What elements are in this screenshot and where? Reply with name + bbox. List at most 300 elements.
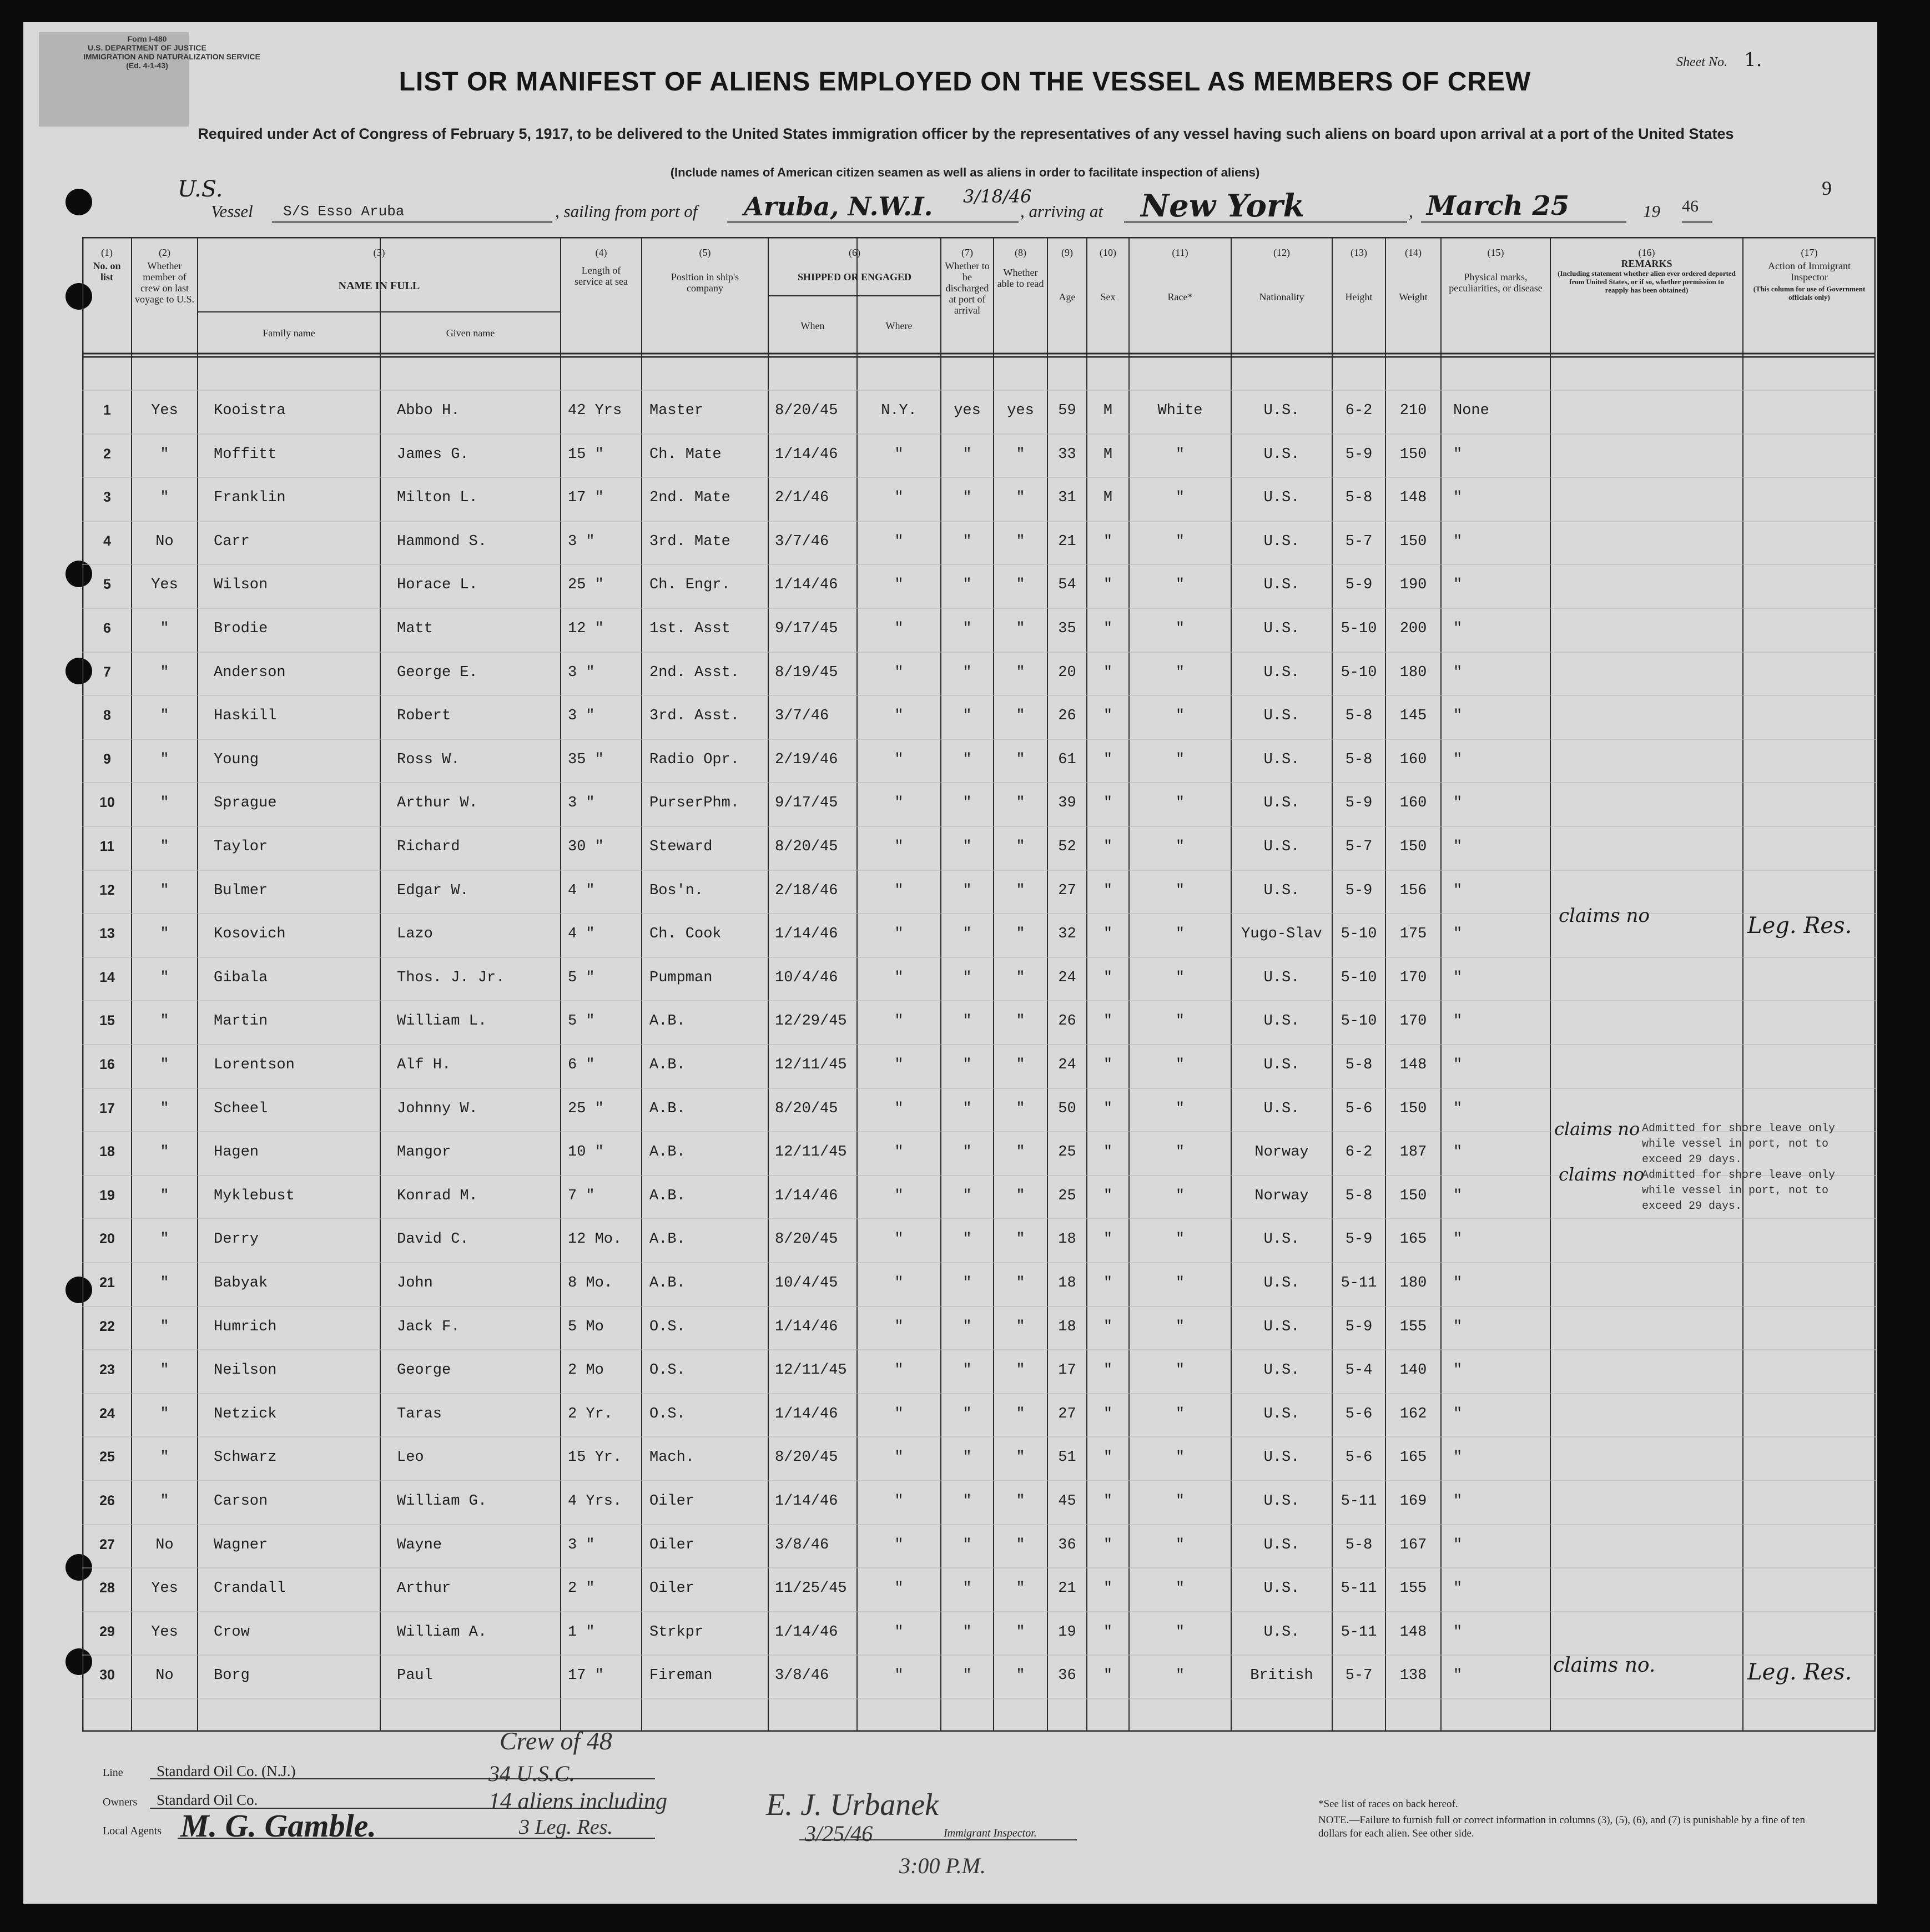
cell-marks: " bbox=[1453, 1449, 1463, 1466]
col-label: Age bbox=[1059, 291, 1076, 302]
cell-service: 10 " bbox=[568, 1144, 604, 1161]
cell-when: 9/17/45 bbox=[775, 621, 838, 637]
cell-marks: " bbox=[1453, 795, 1463, 811]
row-number: 21 bbox=[99, 1275, 115, 1290]
row-number: 9 bbox=[103, 751, 111, 767]
cell-service: 2 " bbox=[568, 1580, 595, 1597]
col-num: (16) bbox=[1638, 247, 1655, 258]
cell-discharged: " bbox=[963, 1188, 972, 1204]
cell-where: " bbox=[894, 751, 904, 768]
cell-service: 30 " bbox=[568, 839, 604, 855]
cell-last: " bbox=[160, 926, 169, 942]
cell-last: " bbox=[160, 1319, 169, 1335]
cell-family: Wilson bbox=[214, 577, 268, 593]
cell-nat: U.S. bbox=[1263, 1057, 1300, 1073]
row-number: 3 bbox=[103, 490, 111, 505]
cell-height: 5-7 bbox=[1345, 533, 1373, 550]
cell-family: Crow bbox=[214, 1624, 250, 1641]
footer-line-label: Line bbox=[103, 1767, 123, 1779]
row13-remark: claims no bbox=[1559, 905, 1650, 927]
cell-height: 5-11 bbox=[1341, 1624, 1377, 1641]
cell-race: " bbox=[1175, 1013, 1185, 1030]
cell-race: " bbox=[1175, 882, 1185, 899]
cell-position: A.B. bbox=[649, 1231, 686, 1248]
cell-family: Carson bbox=[214, 1493, 268, 1510]
cell-position: Strkpr bbox=[649, 1624, 704, 1641]
cell-given: David C. bbox=[397, 1231, 469, 1248]
cell-nat: U.S. bbox=[1263, 664, 1300, 681]
cell-given: Abbo H. bbox=[397, 402, 460, 419]
cell-height: 5-9 bbox=[1345, 577, 1373, 593]
row-number: 27 bbox=[99, 1537, 115, 1552]
cell-race: " bbox=[1175, 708, 1185, 724]
cell-last: " bbox=[160, 490, 169, 506]
cell-marks: " bbox=[1453, 1493, 1463, 1510]
arrival-port: New York bbox=[1141, 188, 1305, 224]
row-number: 2 bbox=[103, 446, 111, 462]
cell-given: Ross W. bbox=[397, 751, 460, 768]
cell-when: 9/17/45 bbox=[775, 795, 838, 811]
cell-race: " bbox=[1175, 490, 1185, 506]
cell-when: 11/25/45 bbox=[775, 1580, 847, 1597]
cell-race: White bbox=[1157, 402, 1203, 419]
crew-note-2: 34 U.S.C. bbox=[488, 1761, 575, 1786]
col-num: (13) bbox=[1351, 247, 1367, 258]
cell-family: Carr bbox=[214, 533, 250, 550]
cell-sex: " bbox=[1103, 577, 1113, 593]
cell-weight: 138 bbox=[1399, 1667, 1427, 1684]
cell-race: " bbox=[1175, 577, 1185, 593]
cell-sex: " bbox=[1103, 1667, 1113, 1684]
cell-last: " bbox=[160, 839, 169, 855]
cell-family: Neilson bbox=[214, 1362, 277, 1379]
cell-sex: " bbox=[1103, 664, 1113, 681]
row-number: 16 bbox=[99, 1057, 115, 1072]
cell-last: " bbox=[160, 1362, 169, 1379]
cell-service: 17 " bbox=[568, 490, 604, 506]
col-num: (12) bbox=[1273, 247, 1290, 258]
cell-height: 5-7 bbox=[1345, 1667, 1373, 1684]
cell-age: 54 bbox=[1058, 577, 1076, 593]
cell-race: " bbox=[1175, 533, 1185, 550]
cell-weight: 150 bbox=[1399, 533, 1427, 550]
cell-given: Milton L. bbox=[397, 490, 478, 506]
cell-age: 18 bbox=[1058, 1275, 1076, 1292]
cell-given: Richard bbox=[397, 839, 460, 855]
cell-age: 50 bbox=[1058, 1101, 1076, 1117]
cell-last: " bbox=[160, 1406, 169, 1422]
row-number: 13 bbox=[99, 926, 115, 941]
cell-marks: " bbox=[1453, 1057, 1463, 1073]
cell-where: " bbox=[894, 882, 904, 899]
cell-age: 31 bbox=[1058, 490, 1076, 506]
cell-marks: " bbox=[1453, 1275, 1463, 1292]
cell-read: " bbox=[1016, 446, 1025, 463]
cell-weight: 156 bbox=[1399, 882, 1427, 899]
cell-given: Alf H. bbox=[397, 1057, 451, 1073]
cell-nat: U.S. bbox=[1263, 577, 1300, 593]
cell-sex: " bbox=[1103, 1144, 1113, 1161]
col-header-given: Given name bbox=[446, 327, 495, 339]
cell-race: " bbox=[1175, 1667, 1185, 1684]
cell-read: " bbox=[1016, 1144, 1025, 1161]
cell-last: " bbox=[160, 1013, 169, 1030]
cell-weight: 169 bbox=[1399, 1493, 1427, 1510]
col-num: (14) bbox=[1405, 247, 1422, 258]
cell-read: " bbox=[1016, 1101, 1025, 1117]
cell-height: 5-9 bbox=[1345, 1319, 1373, 1335]
cell-read: " bbox=[1016, 1667, 1025, 1684]
col-num: (8) bbox=[1015, 247, 1026, 258]
cell-given: Konrad M. bbox=[397, 1188, 478, 1204]
cell-marks: " bbox=[1453, 1319, 1463, 1335]
cell-service: 5 " bbox=[568, 1013, 595, 1030]
cell-weight: 165 bbox=[1399, 1231, 1427, 1248]
col-header-when: When bbox=[800, 320, 825, 331]
cell-when: 1/14/46 bbox=[775, 1319, 838, 1335]
col-label: Whether to be discharged at port of arrival bbox=[945, 260, 990, 316]
cell-last: " bbox=[160, 708, 169, 724]
cell-given: Jack F. bbox=[397, 1319, 460, 1335]
cell-service: 7 " bbox=[568, 1188, 595, 1204]
cell-position: Oiler bbox=[649, 1580, 695, 1597]
cell-nat: U.S. bbox=[1263, 1537, 1300, 1553]
cell-read: " bbox=[1016, 708, 1025, 724]
row-number: 22 bbox=[99, 1319, 115, 1334]
cell-last: Yes bbox=[151, 1624, 178, 1641]
cell-height: 5-8 bbox=[1345, 708, 1373, 724]
cell-weight: 155 bbox=[1399, 1319, 1427, 1335]
cell-age: 21 bbox=[1058, 1580, 1076, 1597]
cell-marks: " bbox=[1453, 1537, 1463, 1553]
crew-note-4: 3 Leg. Res. bbox=[519, 1815, 613, 1839]
cell-height: 5-9 bbox=[1345, 882, 1373, 899]
cell-family: Hagen bbox=[214, 1144, 259, 1161]
cell-given: Taras bbox=[397, 1406, 442, 1422]
cell-discharged: " bbox=[963, 1624, 972, 1641]
cell-weight: 187 bbox=[1399, 1144, 1427, 1161]
cell-where: " bbox=[894, 1537, 904, 1553]
cell-age: 39 bbox=[1058, 795, 1076, 811]
cell-service: 5 Mo bbox=[568, 1319, 604, 1335]
stamp-line: IMMIGRATION AND NATURALIZATION SERVICE bbox=[83, 52, 260, 61]
cell-read: " bbox=[1016, 1493, 1025, 1510]
row-number: 30 bbox=[99, 1667, 115, 1683]
cell-family: Anderson bbox=[214, 664, 286, 681]
cell-position: A.B. bbox=[649, 1057, 686, 1073]
cell-service: 12 Mo. bbox=[568, 1231, 622, 1248]
cell-position: Ch. Mate bbox=[649, 446, 722, 463]
crew-note-1: Crew of 48 bbox=[500, 1727, 612, 1755]
row-number: 1 bbox=[103, 402, 111, 418]
cell-marks: " bbox=[1453, 1624, 1463, 1641]
cell-where: " bbox=[894, 1319, 904, 1335]
col-num: (17) bbox=[1801, 247, 1818, 258]
cell-position: Oiler bbox=[649, 1537, 695, 1553]
cell-nat: U.S. bbox=[1263, 1580, 1300, 1597]
row-number: 25 bbox=[99, 1449, 115, 1465]
cell-read: " bbox=[1016, 490, 1025, 506]
cell-position: 2nd. Mate bbox=[649, 490, 730, 506]
cell-when: 1/14/46 bbox=[775, 1624, 838, 1641]
cell-marks: " bbox=[1453, 1231, 1463, 1248]
page-number: 9 bbox=[1822, 177, 1832, 199]
row-number: 24 bbox=[99, 1406, 115, 1421]
cell-when: 1/14/46 bbox=[775, 1188, 838, 1204]
cell-race: " bbox=[1175, 1406, 1185, 1422]
cell-nat: U.S. bbox=[1263, 1449, 1300, 1466]
cell-where: " bbox=[894, 446, 904, 463]
cell-read: " bbox=[1016, 1362, 1025, 1379]
cell-read: " bbox=[1016, 533, 1025, 550]
col-num: (9) bbox=[1061, 247, 1073, 258]
cell-family: Gibala bbox=[214, 970, 268, 986]
cell-service: 4 Yrs. bbox=[568, 1493, 622, 1510]
cell-service: 3 " bbox=[568, 795, 595, 811]
cell-discharged: " bbox=[963, 1013, 972, 1030]
cell-service: 25 " bbox=[568, 577, 604, 593]
cell-service: 2 Mo bbox=[568, 1362, 604, 1379]
cell-height: 5-7 bbox=[1345, 839, 1373, 855]
row-number: 23 bbox=[99, 1362, 115, 1378]
cell-read: " bbox=[1016, 751, 1025, 768]
row18-remark-typed: Admitted for shore leave only while vessel in port, not to exceed 29 days. bbox=[1642, 1122, 1836, 1166]
cell-where: " bbox=[894, 621, 904, 637]
cell-where: " bbox=[894, 664, 904, 681]
cell-weight: 150 bbox=[1399, 446, 1427, 463]
cell-where: " bbox=[894, 1101, 904, 1117]
cell-marks: " bbox=[1453, 1362, 1463, 1379]
footer-agents-signature: M. G. Gamble. bbox=[180, 1808, 376, 1844]
row-number: 19 bbox=[99, 1188, 115, 1203]
cell-position: Ch. Cook bbox=[649, 926, 722, 942]
cell-marks: " bbox=[1453, 970, 1463, 986]
cell-where: " bbox=[894, 1449, 904, 1466]
cell-service: 42 Yrs bbox=[568, 402, 622, 419]
footer-owners-label: Owners bbox=[103, 1796, 138, 1808]
inspector-label: Immigrant Inspector. bbox=[944, 1827, 1037, 1839]
cell-race: " bbox=[1175, 970, 1185, 986]
cell-race: " bbox=[1175, 621, 1185, 637]
cell-last: " bbox=[160, 1144, 169, 1161]
cell-where: " bbox=[894, 1144, 904, 1161]
cell-discharged: " bbox=[963, 1319, 972, 1335]
cell-last: Yes bbox=[151, 402, 178, 419]
cell-age: 24 bbox=[1058, 1057, 1076, 1073]
col-label: Height bbox=[1345, 291, 1373, 302]
cell-service: 25 " bbox=[568, 1101, 604, 1117]
cell-age: 51 bbox=[1058, 1449, 1076, 1466]
cell-sex: " bbox=[1103, 533, 1113, 550]
cell-when: 8/20/45 bbox=[775, 1101, 838, 1117]
cell-sex: M bbox=[1103, 402, 1113, 419]
cell-discharged: " bbox=[963, 1362, 972, 1379]
cell-when: 1/14/46 bbox=[775, 1406, 838, 1422]
cell-sex: " bbox=[1103, 1449, 1113, 1466]
cell-position: 3rd. Asst. bbox=[649, 708, 740, 724]
cell-where: " bbox=[894, 1624, 904, 1641]
year-value: 46 bbox=[1682, 197, 1699, 215]
cell-given: Paul bbox=[397, 1667, 433, 1684]
cell-position: Mach. bbox=[649, 1449, 695, 1466]
cell-service: 6 " bbox=[568, 1057, 595, 1073]
cell-given: James G. bbox=[397, 446, 469, 463]
cell-height: 5-9 bbox=[1345, 446, 1373, 463]
row-number: 10 bbox=[99, 795, 115, 810]
row-number: 18 bbox=[99, 1144, 115, 1159]
cell-given: Wayne bbox=[397, 1537, 442, 1553]
cell-when: 2/1/46 bbox=[775, 490, 829, 506]
cell-weight: 175 bbox=[1399, 926, 1427, 942]
cell-read: " bbox=[1016, 1537, 1025, 1553]
see-list-note: *See list of races on back hereof. bbox=[1318, 1798, 1458, 1810]
cell-read: " bbox=[1016, 621, 1025, 637]
cell-race: " bbox=[1175, 795, 1185, 811]
vessel-name: S/S Esso Aruba bbox=[283, 203, 405, 220]
col-num: (3) bbox=[373, 247, 385, 258]
cell-sex: M bbox=[1103, 446, 1113, 463]
inspector-signature: E. J. Urbanek bbox=[766, 1788, 939, 1822]
cell-service: 3 " bbox=[568, 664, 595, 681]
cell-position: O.S. bbox=[649, 1319, 686, 1335]
cell-family: Borg bbox=[214, 1667, 250, 1684]
cell-nat: British bbox=[1250, 1667, 1313, 1684]
cell-where: " bbox=[894, 533, 904, 550]
cell-given: George E. bbox=[397, 664, 478, 681]
cell-read: " bbox=[1016, 1231, 1025, 1248]
cell-sex: " bbox=[1103, 1057, 1113, 1073]
cell-race: " bbox=[1175, 1580, 1185, 1597]
cell-sex: " bbox=[1103, 1275, 1113, 1292]
col-label: Whether member of crew on last voyage to U.S. bbox=[135, 260, 194, 305]
cell-race: " bbox=[1175, 1057, 1185, 1073]
cell-weight: 148 bbox=[1399, 490, 1427, 506]
cell-given: Thos. J. Jr. bbox=[397, 970, 505, 986]
cell-last: " bbox=[160, 1101, 169, 1117]
cell-given: Horace L. bbox=[397, 577, 478, 593]
sheet-number-value: 1. bbox=[1743, 49, 1762, 71]
cell-family: Wagner bbox=[214, 1537, 268, 1553]
cell-weight: 165 bbox=[1399, 1449, 1427, 1466]
cell-position: Radio Opr. bbox=[649, 751, 740, 768]
row-number: 17 bbox=[99, 1101, 115, 1116]
cell-sex: " bbox=[1103, 1319, 1113, 1335]
cell-height: 5-9 bbox=[1345, 795, 1373, 811]
cell-nat: U.S. bbox=[1263, 882, 1300, 899]
cell-race: " bbox=[1175, 1144, 1185, 1161]
col-num: (2) bbox=[159, 247, 170, 258]
cell-sex: " bbox=[1103, 1406, 1113, 1422]
cell-given: William L. bbox=[397, 1013, 487, 1030]
cell-age: 21 bbox=[1058, 533, 1076, 550]
cell-discharged: " bbox=[963, 882, 972, 899]
cell-nat: U.S. bbox=[1263, 751, 1300, 768]
cell-race: " bbox=[1175, 1493, 1185, 1510]
cell-weight: 140 bbox=[1399, 1362, 1427, 1379]
cell-family: Franklin bbox=[214, 490, 286, 506]
col-label: No. on list bbox=[93, 260, 121, 283]
cell-race: " bbox=[1175, 1275, 1185, 1292]
cell-weight: 180 bbox=[1399, 1275, 1427, 1292]
cell-discharged: " bbox=[963, 1057, 972, 1073]
cell-age: 45 bbox=[1058, 1493, 1076, 1510]
cell-family: Schwarz bbox=[214, 1449, 277, 1466]
cell-service: 3 " bbox=[568, 533, 595, 550]
cell-age: 18 bbox=[1058, 1231, 1076, 1248]
cell-weight: 170 bbox=[1399, 1013, 1427, 1030]
cell-read: " bbox=[1016, 1013, 1025, 1030]
row-number: 5 bbox=[103, 577, 111, 592]
cell-marks: " bbox=[1453, 1406, 1463, 1422]
cell-position: A.B. bbox=[649, 1013, 686, 1030]
cell-service: 12 " bbox=[568, 621, 604, 637]
cell-service: 4 " bbox=[568, 926, 595, 942]
cell-service: 8 Mo. bbox=[568, 1275, 613, 1292]
cell-discharged: " bbox=[963, 970, 972, 986]
cell-family: Myklebust bbox=[214, 1188, 295, 1204]
cell-nat: Norway bbox=[1254, 1144, 1309, 1161]
cell-last: " bbox=[160, 751, 169, 768]
cell-sex: " bbox=[1103, 795, 1113, 811]
row-number: 28 bbox=[99, 1580, 115, 1596]
cell-marks: " bbox=[1453, 446, 1463, 463]
page-subnote: (Include names of American citizen seamen as well as aliens in order to facilitate inspection of aliens) bbox=[670, 165, 1260, 179]
page-subtitle: Required under Act of Congress of February 5, 1917, to be delivered to the United States immigration officer by the representatives of any vessel having such aliens on board upon arrival at a port of the United States bbox=[198, 125, 1734, 142]
cell-given: Leo bbox=[397, 1449, 424, 1466]
cell-marks: " bbox=[1453, 839, 1463, 855]
cell-when: 1/14/46 bbox=[775, 577, 838, 593]
cell-service: 15 " bbox=[568, 446, 604, 463]
cell-height: 5-10 bbox=[1341, 1013, 1377, 1030]
cell-read: " bbox=[1016, 1057, 1025, 1073]
cell-nat: U.S. bbox=[1263, 1101, 1300, 1117]
cell-last: Yes bbox=[151, 577, 178, 593]
cell-nat: U.S. bbox=[1263, 402, 1300, 419]
cell-marks: " bbox=[1453, 1144, 1463, 1161]
cell-nat: U.S. bbox=[1263, 490, 1300, 506]
cell-last: " bbox=[160, 1275, 169, 1292]
cell-age: 33 bbox=[1058, 446, 1076, 463]
vessel-label: Vessel bbox=[211, 201, 253, 221]
cell-when: 3/8/46 bbox=[775, 1667, 829, 1684]
cell-last: " bbox=[160, 1188, 169, 1204]
cell-where: " bbox=[894, 577, 904, 593]
cell-discharged: " bbox=[963, 533, 972, 550]
cell-weight: 148 bbox=[1399, 1624, 1427, 1641]
cell-marks: " bbox=[1453, 577, 1463, 593]
col-label: Whether able to read bbox=[997, 267, 1044, 289]
cell-age: 36 bbox=[1058, 1667, 1076, 1684]
footer-owners-value: Standard Oil Co. bbox=[157, 1792, 258, 1808]
col-num: (15) bbox=[1487, 247, 1504, 258]
cell-nat: Norway bbox=[1254, 1188, 1309, 1204]
cell-when: 3/8/46 bbox=[775, 1537, 829, 1553]
cell-family: Crandall bbox=[214, 1580, 286, 1597]
cell-weight: 148 bbox=[1399, 1057, 1427, 1073]
cell-service: 3 " bbox=[568, 708, 595, 724]
cell-race: " bbox=[1175, 751, 1185, 768]
cell-sex: " bbox=[1103, 839, 1113, 855]
cell-position: 2nd. Asst. bbox=[649, 664, 740, 681]
cell-given: George bbox=[397, 1362, 451, 1379]
row-number: 6 bbox=[103, 621, 111, 636]
row-number: 20 bbox=[99, 1231, 115, 1247]
cell-last: No bbox=[155, 1667, 174, 1684]
sailing-port: Aruba, N.W.I. bbox=[744, 191, 933, 221]
cell-marks: " bbox=[1453, 621, 1463, 637]
cell-when: 10/4/45 bbox=[775, 1275, 838, 1292]
cell-age: 27 bbox=[1058, 882, 1076, 899]
